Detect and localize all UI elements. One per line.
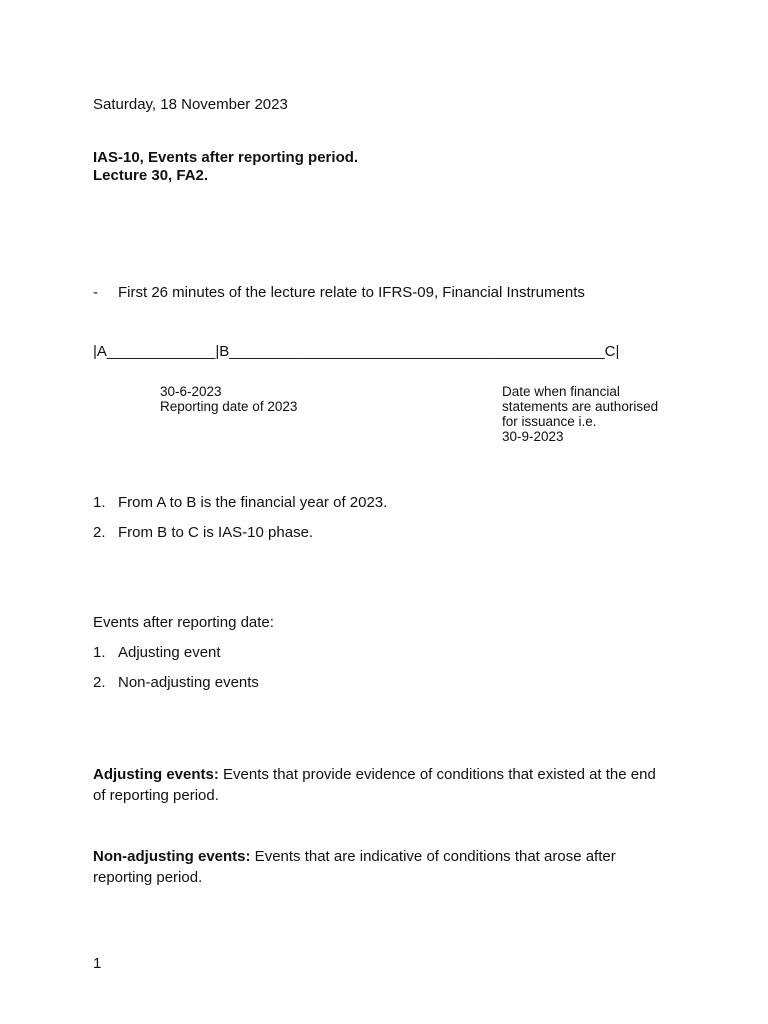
point-b-date: 30-6-2023 [160,384,222,399]
point-c-line-1: Date when financial [502,384,620,399]
definition-term: Non-adjusting events: [93,848,251,865]
list-number: 1. [93,494,106,511]
point-c-date: 30-9-2023 [502,429,564,444]
list-text: From A to B is the financial year of 2023. [118,494,388,511]
events-heading: Events after reporting date: [93,614,274,631]
phases-list [93,492,387,552]
timeline-line: |A_____________|B_____________________________________________C| [93,343,620,360]
list-item [93,522,387,544]
definition-term: Adjusting events: [93,766,219,783]
non-adjusting-events-definition [93,846,668,888]
point-c-line-3: for issuance i.e. [502,414,597,429]
adjusting-events-definition [93,764,668,806]
list-number: 1. [93,644,106,661]
point-c-line-2: statements are authorised [502,399,659,414]
definition-text: Events that are indicative of conditions that arose after reporting period. [93,848,616,886]
bullet-marker: - [93,284,98,301]
timeline-point-b-label [160,384,297,414]
list-text: From B to C is IAS-10 phase. [118,524,314,541]
list-text: Adjusting event [118,644,221,661]
list-text: Non-adjusting events [118,674,259,691]
list-number: 2. [93,674,106,691]
document-title: IAS-10, Events after reporting period. [93,149,359,166]
page-number: 1 [93,955,102,972]
list-item [93,492,387,514]
event-types-list [93,642,259,702]
bullet-text: First 26 minutes of the lecture relate to IFRS-09, Financial Instruments [118,284,585,301]
document-date: Saturday, 18 November 2023 [93,96,288,113]
list-number: 2. [93,524,106,541]
document-subtitle: Lecture 30, FA2. [93,167,209,184]
list-item [93,672,259,694]
intro-bullet [93,282,585,304]
point-b-description: Reporting date of 2023 [160,399,298,414]
list-item [93,642,259,664]
definition-text: Events that provide evidence of conditions that existed at the end of reporting period. [93,766,656,804]
timeline-point-c-label [502,384,658,444]
